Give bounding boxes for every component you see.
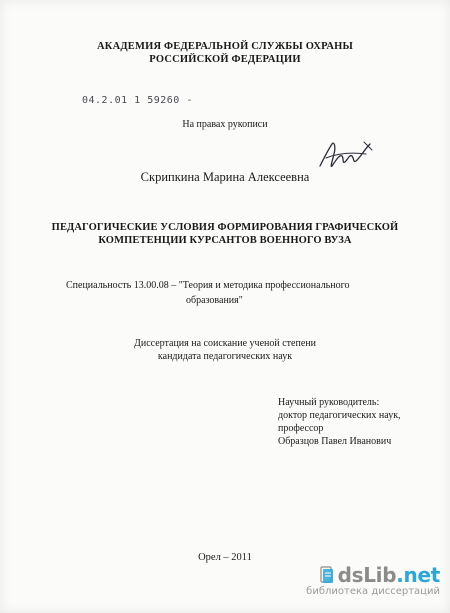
advisor-degree: доктор педагогических наук,	[278, 410, 401, 421]
dslib-watermark	[290, 563, 440, 605]
degree-line-2: кандидата педагогических наук	[157, 351, 293, 362]
dissertation-title-line-1: ПЕДАГОГИЧЕСКИЕ УСЛОВИЯ ФОРМИРОВАНИЯ ГРАФИЧЕСКОЙ	[51, 222, 399, 233]
watermark-brand-suffix: .net	[396, 563, 440, 587]
watermark-brand	[338, 563, 440, 587]
degree-line-1: Диссертация на соискание ученой степени	[134, 338, 316, 349]
watermark-brand-prefix: dsLib	[337, 563, 397, 587]
book-icon	[319, 566, 335, 584]
watermark-subtitle: библиотека диссертаций	[306, 586, 440, 597]
specialty-line-1: Специальность 13.00.08 – "Теория и методика профессионального	[66, 280, 350, 291]
author-name: Скрипкина Марина Алексеевна	[140, 170, 310, 184]
watermark-brand-row	[319, 563, 440, 587]
library-stamp: 04.2.01 1 59260 -	[82, 95, 193, 106]
advisor-name: Образцов Павел Иванович	[278, 436, 392, 447]
manuscript-note: На правах рукописи	[182, 119, 268, 130]
advisor-rank: профессор	[278, 423, 324, 434]
advisor-label: Научный руководитель:	[278, 397, 380, 408]
specialty-line-2: образования"	[186, 295, 243, 306]
organization-line-1: АКАДЕМИЯ ФЕДЕРАЛЬНОЙ СЛУЖБЫ ОХРАНЫ	[96, 41, 354, 52]
city-year: Орел – 2011	[198, 552, 252, 563]
organization-line-2: РОССИЙСКОЙ ФЕДЕРАЦИИ	[149, 54, 301, 65]
dissertation-title-line-2: КОМПЕТЕНЦИИ КУРСАНТОВ ВОЕННОГО ВУЗА	[98, 235, 352, 246]
